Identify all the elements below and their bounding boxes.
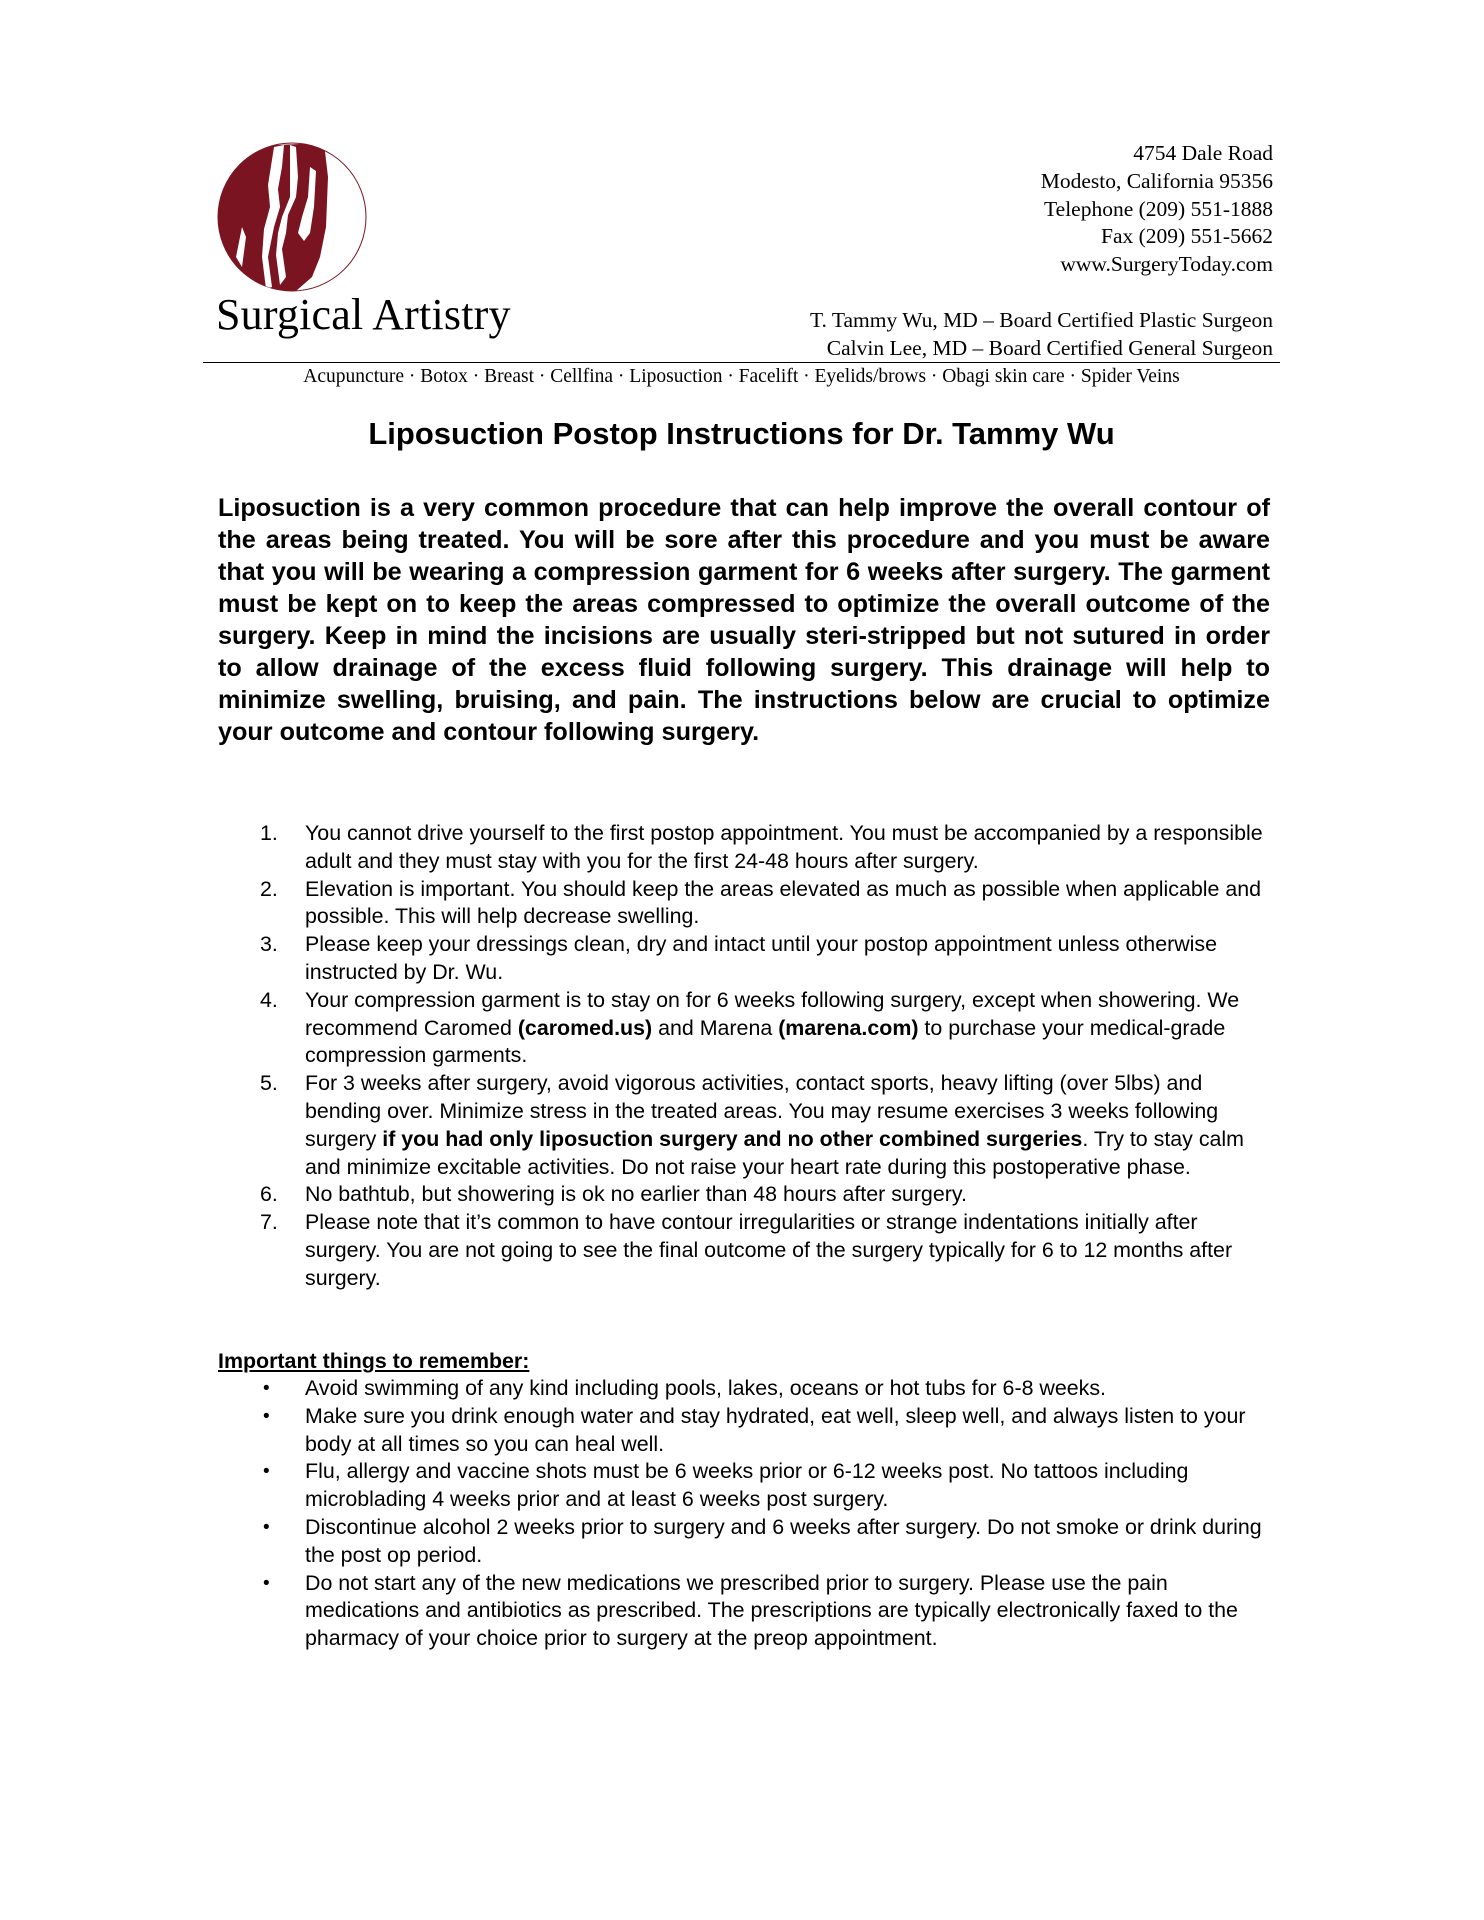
bullet-icon: •	[263, 1461, 270, 1483]
item-text: Do not start any of the new medications we prescribed prior to surgery. Please use the pain medications and antibiotics as prescribed. The prescriptions are typically electronically faxed to the pharmacy of your choice prior to surgery at the preop appointment.	[305, 1570, 1238, 1651]
address-street: 4754 Dale Road	[1133, 141, 1273, 165]
page-title: Liposuction Postop Instructions for Dr. Tammy Wu	[368, 416, 1115, 451]
item-text: Please keep your dressings clean, dry and intact until your postop appointment unless otherwise instructed by Dr. Wu.	[305, 932, 1218, 984]
emphasis-text: if you had only liposuction surgery and no other combined surgeries	[382, 1126, 1083, 1151]
services-line: Acupuncture · Botox · Breast · Cellfina · Liposuction · Facelift · Eyelids/brows · Obagi skin care · Spider Veins	[303, 366, 1180, 387]
instruction-item	[218, 1181, 1278, 1209]
item-text: No bathtub, but showering is ok no earlier than 48 hours after surgery.	[305, 1182, 967, 1207]
item-number: 3.	[260, 932, 278, 957]
item-number: 5.	[260, 1071, 278, 1096]
text-segment: Your compression garment is to stay on for 6 weeks following surgery, except when showering. We recommend Caromed	[305, 987, 1240, 1040]
instruction-item	[218, 931, 1278, 987]
item-text: Please note that it’s common to have contour irregularities or strange indentations initially after surgery. You are not going to see the final outcome of the surgery typically for 6 to 12 months after surgery.	[305, 1210, 1233, 1290]
instruction-item	[218, 820, 1278, 876]
item-text: Avoid swimming of any kind including pools, lakes, oceans or hot tubs for 6-8 weeks.	[305, 1376, 1106, 1400]
item-number: 1.	[260, 821, 278, 845]
item-text: Make sure you drink enough water and stay hydrated, eat well, sleep well, and always listen to your body at all times so you can heal well.	[305, 1403, 1246, 1456]
address-telephone: Telephone (209) 551-1888	[1044, 196, 1273, 221]
address-website: www.SurgeryToday.com	[1060, 252, 1273, 277]
text-segment: For 3 weeks after surgery, avoid vigorous activities, contact sports, heavy lifting (over 5lbs) and bending over. Minimize stress in the treated areas. You may resume exercises 3 weeks following surgery	[305, 1071, 1219, 1151]
brand-name: Surgical Artistry	[216, 290, 511, 339]
bullet-icon: •	[263, 1572, 270, 1594]
clinic-address	[1041, 140, 1273, 279]
marena-link-text: (marena.com)	[778, 1015, 919, 1040]
doctor-wu: T. Tammy Wu, MD – Board Certified Plastic Surgeon	[809, 308, 1273, 332]
item-number: 6.	[260, 1182, 278, 1207]
item-text: You cannot drive yourself to the first postop appointment. You must be accompanied by a responsible adult and they must stay with you for the first 24-48 hours after surgery.	[305, 821, 1263, 873]
item-number: 7.	[260, 1210, 278, 1235]
address-city: Modesto, California 95356	[1040, 168, 1273, 193]
instruction-item	[218, 1209, 1278, 1292]
item-number: 4.	[260, 987, 278, 1012]
doctor-list	[810, 306, 1273, 362]
important-item	[218, 1375, 1278, 1403]
text-segment: and Marena	[652, 1015, 779, 1040]
item-text	[305, 1071, 1244, 1178]
item-number: 2.	[260, 876, 278, 901]
instruction-item	[218, 876, 1278, 932]
important-item	[218, 1514, 1278, 1570]
item-text	[305, 988, 1239, 1068]
instruction-list	[218, 820, 1278, 1293]
caromed-link-text: (caromed.us)	[517, 1015, 653, 1040]
important-list	[218, 1375, 1278, 1653]
doctor-lee: Calvin Lee, MD – Board Certified General Surgeon	[826, 336, 1273, 360]
item-text: Discontinue alcohol 2 weeks prior to surgery and 6 weeks after surgery. Do not smoke or drink during the post op period.	[305, 1514, 1262, 1567]
item-text: Elevation is important. You should keep the areas elevated as much as possible when applicable and possible. This will help decrease swelling.	[305, 876, 1262, 929]
instruction-item	[218, 987, 1278, 1070]
instruction-item	[218, 1070, 1278, 1181]
important-item	[218, 1570, 1278, 1653]
text-segment: . Try to stay calm and minimize excitable activities. Do not raise your heart rate during this postoperative phase.	[305, 1126, 1244, 1179]
surgical-artistry-logo-icon	[216, 137, 376, 297]
letterhead-divider	[203, 362, 1280, 363]
intro-paragraph: Liposuction is a very common procedure that can help improve the overall contour of the areas being treated. You will be sore after this procedure and you must be aware that you will be wearing a compression garment for 6 weeks after surgery. The garment must be kept on to keep the areas compressed to optimize the overall outcome of the surgery. Keep in mind the incisions are usually steri-stripped but not sutured in order to allow drainage of the excess fluid following surgery. This drainage will help to minimize swelling, bruising, and pain. The instructions below are crucial to optimize your outcome and contour following surgery.	[218, 494, 1270, 746]
text-segment: to purchase your medical-grade compression garments.	[305, 1015, 1226, 1068]
bullet-icon: •	[263, 1516, 270, 1538]
bullet-icon: •	[263, 1378, 270, 1399]
item-text: Flu, allergy and vaccine shots must be 6 weeks prior or 6-12 weeks post. No tattoos including microblading 4 weeks prior and at least 6 weeks post surgery.	[305, 1459, 1189, 1512]
bullet-icon: •	[263, 1405, 270, 1427]
important-item	[218, 1403, 1278, 1459]
address-fax: Fax (209) 551-5662	[1101, 224, 1273, 249]
important-item	[218, 1458, 1278, 1514]
important-heading: Important things to remember:	[218, 1349, 530, 1373]
